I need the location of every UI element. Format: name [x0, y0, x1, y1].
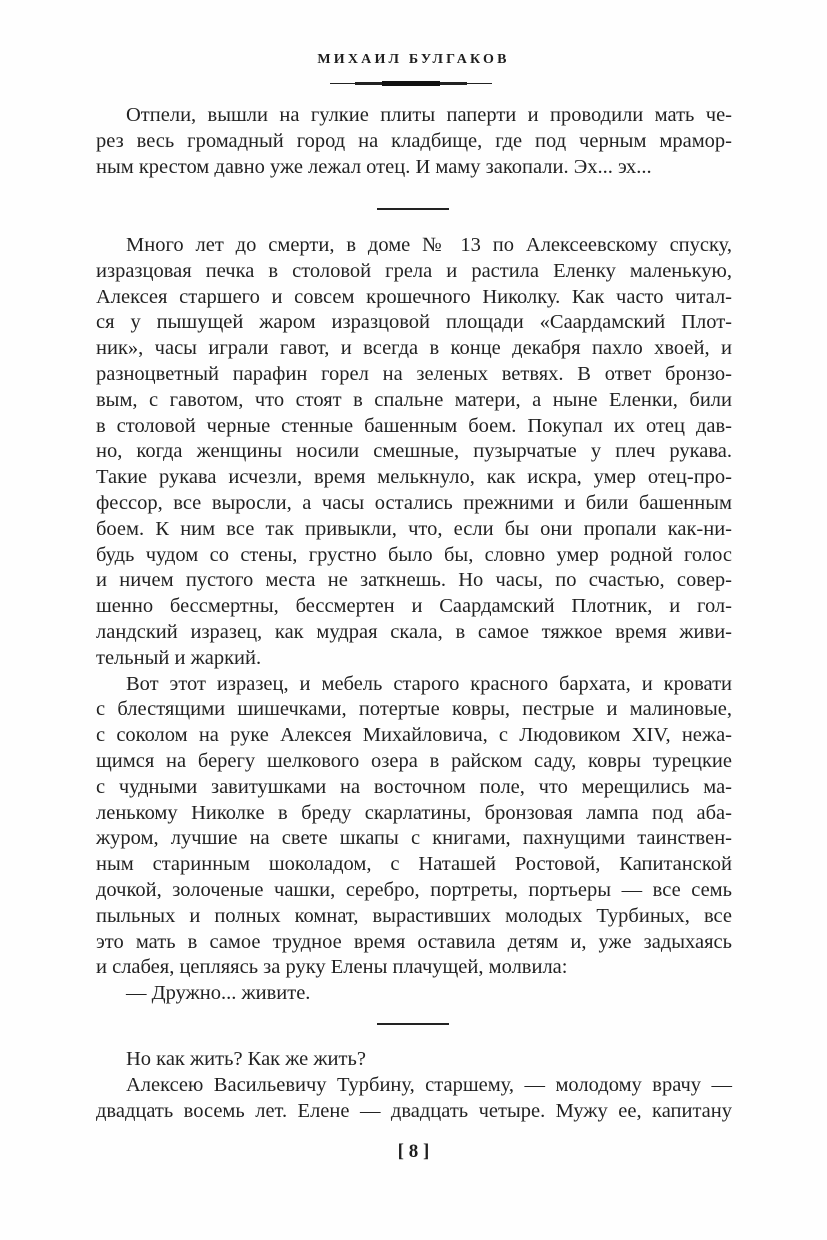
text-line: Вот этот изразец, и мебель старого красного бархата, и кровати [126, 672, 732, 695]
text-line: рез весь громадный город на кладбище, где под черным мрамор- [96, 130, 732, 152]
text-line: журом, лучшие на свете шкапы с книгами, пахнущими таинствен- [96, 827, 732, 850]
text-line: и слабея, цепляясь за руку Елены плачущей, молвила: [96, 956, 568, 979]
section-divider [377, 1023, 449, 1025]
text-line: щимся на берегу шелкового озера в райском саду, ковры турецкие [96, 749, 732, 772]
text-line: с блестящими шишечками, потертые ковры, пестрые и малиновые, [96, 698, 732, 721]
running-head-author: МИХАИЛ БУЛГАКОВ [317, 52, 510, 67]
text-line: — Дружно... живите. [126, 982, 311, 1005]
text-line: изразцовая печка в столовой грела и растила Еленку маленькую, [96, 259, 732, 282]
header-ornament-rule [330, 81, 492, 86]
text-line: но, когда женщины носили смешные, пузырчатые у плеч рукава. [96, 440, 732, 463]
text-line: в столовой черные стенные башенным боем. Покупал их отец дав- [96, 414, 732, 437]
text-line: вым, с гавотом, что стоят в спальне матери, а ныне Еленки, били [96, 388, 732, 411]
text-line: Но как жить? Как же жить? [126, 1048, 366, 1070]
text-line: Алексея старшего и совсем крошечного Николку. Как часто читал- [96, 285, 732, 308]
text-line: ник», часы играли гавот, и всегда в конце декабря пахло хвоей, и [96, 337, 732, 360]
text-line: дочкой, золоченые чашки, серебро, портреты, портьеры — все семь [96, 878, 732, 901]
text-line: двадцать восемь лет. Елене — двадцать четыре. Мужу ее, капитану [96, 1099, 732, 1122]
text-line: Много лет до смерти, в доме № 13 по Алексеевскому спуску, [126, 234, 732, 256]
text-line: и ничем пустого места не заткнешь. Но часы, по счастью, совер- [96, 569, 732, 592]
text-line: ленькому Николке в бреду скарлатины, бронзовая лампа под аба- [96, 801, 732, 824]
text-line: ландский изразец, как мудрая скала, в самое тяжкое время живи- [96, 621, 732, 643]
page-number: [ 8 ] [397, 1141, 430, 1162]
text-line: фессор, все выросли, а часы остались прежними и били башенным [96, 492, 732, 514]
text-line: разноцветный парафин горел на зеленых ветвях. В ответ бронзо- [96, 363, 732, 385]
text-line: Отпели, вышли на гулкие плиты паперти и проводили мать че- [126, 104, 732, 126]
text-line: ным старинным шоколадом, с Наташей Ростовой, Капитанской [96, 853, 732, 876]
text-line: ным крестом давно уже лежал отец. И маму закопали. Эх... эх... [96, 156, 652, 178]
text-line: будь чудом со стены, грустно было бы, словно умер родной голос [96, 543, 732, 566]
text-line: пыльных и полных комнат, вырастивших молодых Турбиных, все [96, 904, 732, 927]
text-line: тельный и жаркий. [96, 646, 262, 669]
section-divider [377, 208, 449, 210]
text-line: ся у пышущей жаром изразцовой площади «Саардамский Плот- [96, 311, 732, 334]
text-line: шенно бессмертны, бессмертен и Саардамский Плотник, и гол- [96, 595, 732, 618]
text-line: с чудными завитушками на восточном поле, что мерещились ма- [96, 775, 732, 798]
text-line: с соколом на руке Алексея Михайловича, с Людовиком XIV, нежа- [96, 724, 732, 747]
text-line: боем. К ним все так привыкли, что, если бы они пропали как-ни- [96, 517, 732, 540]
text-line: это мать в самое трудное время оставила детям и, уже задыхаясь [96, 930, 732, 953]
text-line: Такие рукава исчезли, время мелькнуло, как искра, умер отец-про- [96, 466, 732, 489]
text-line: Алексею Васильевичу Турбину, старшему, — молодому врачу — [126, 1073, 732, 1096]
